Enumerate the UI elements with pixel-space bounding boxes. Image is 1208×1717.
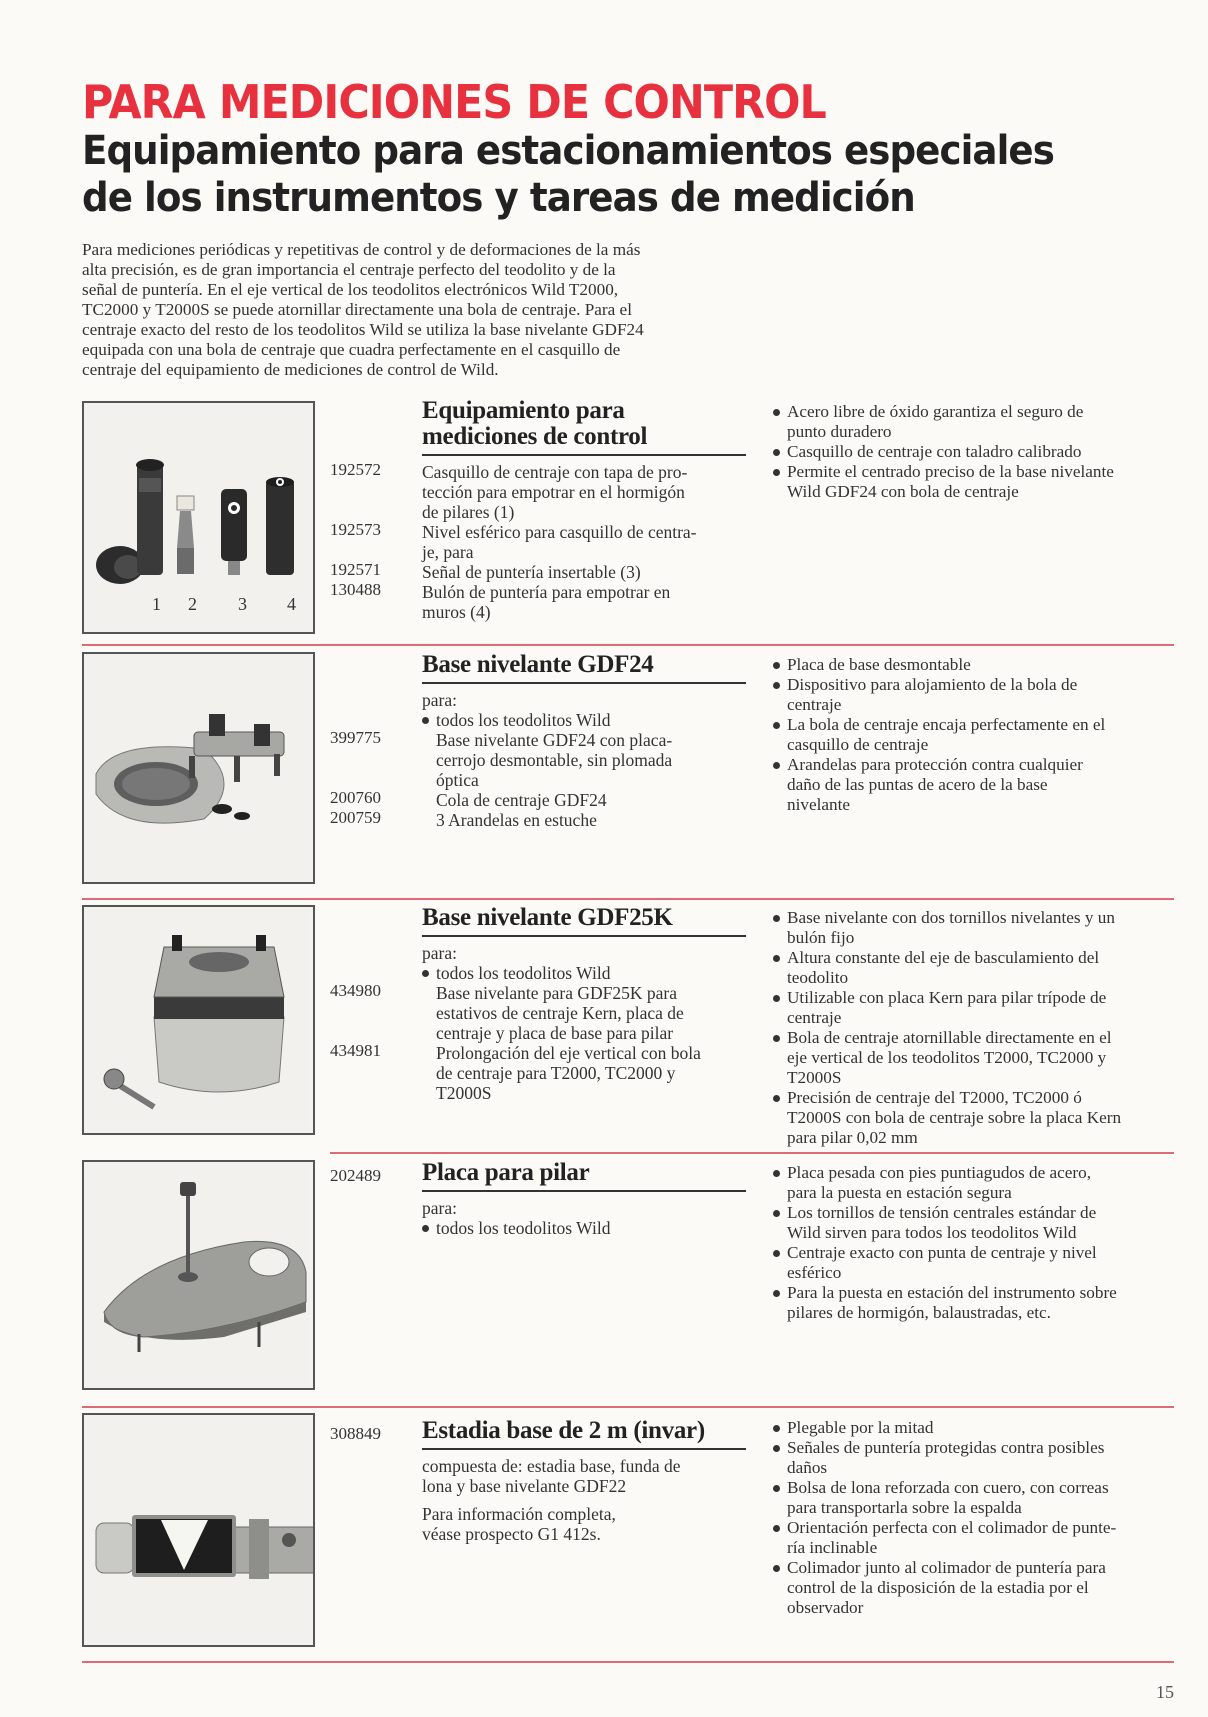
photo-label-4: 4 xyxy=(287,594,296,614)
bullet-icon xyxy=(773,1250,780,1257)
feature-item: Dispositivo para alojamiento de la bola de centraje xyxy=(773,675,1183,715)
feature-item: Orientación perfecta con el colimador de punte- ría inclinable xyxy=(773,1518,1183,1558)
feature-item: Acero libre de óxido garantiza el seguro de punto duradero xyxy=(773,402,1183,442)
control-equipment-illustration xyxy=(84,403,313,632)
photo-gdf24 xyxy=(82,652,315,884)
feature-item: Placa de base desmontable xyxy=(773,655,1183,675)
article-number: 192573 xyxy=(330,520,381,539)
feature-item: Utilizable con placa Kern para pilar trípode de centraje xyxy=(773,988,1183,1028)
section-gdf24 xyxy=(422,652,746,830)
item-description: tección para empotrar en el hormigón xyxy=(422,482,685,502)
section-divider xyxy=(82,898,1174,900)
item-description: je, para xyxy=(422,542,474,562)
bullet-icon xyxy=(773,762,780,769)
article-numbers xyxy=(330,1166,410,1186)
section-divider xyxy=(82,1406,1174,1408)
item-description: Bulón de puntería para empotrar en xyxy=(422,582,671,602)
for-label: para: xyxy=(422,690,457,710)
bullet-icon xyxy=(773,722,780,729)
bullet-icon xyxy=(773,1210,780,1217)
article-number: 192572 xyxy=(330,460,381,479)
page-number: 15 xyxy=(1156,1682,1174,1702)
feature-list xyxy=(773,1418,1183,1618)
article-number: 434981 xyxy=(330,1041,381,1060)
feature-item: Plegable por la mitad xyxy=(773,1418,1183,1438)
item-description: de centraje para T2000, TC2000 y xyxy=(436,1063,676,1083)
item-description: centraje y placa de base para pilar xyxy=(436,1023,674,1043)
article-number: 399775 xyxy=(330,728,381,747)
compatibility-item: todos los teodolitos Wild xyxy=(422,1218,746,1238)
feature-item: Precisión de centraje del T2000, TC2000 ó T2000S con bola de centraje sobre la placa Kern para pilar 0,02 mm xyxy=(773,1088,1183,1148)
bullet-icon xyxy=(773,915,780,922)
section-title-line: mediciones de control xyxy=(422,423,648,450)
item-description: de pilares (1) xyxy=(422,502,515,522)
gdf25k-illustration xyxy=(84,907,310,1133)
bullet-icon xyxy=(422,970,429,977)
bullet-icon xyxy=(773,1445,780,1452)
section-base-stadia xyxy=(422,1418,746,1544)
bullet-icon xyxy=(773,469,780,476)
pillar-plate-illustration xyxy=(84,1162,310,1388)
stadia-reference-note: Para información completa, véase prospecto G1 412s. xyxy=(422,1504,616,1544)
gdf24-illustration xyxy=(84,654,312,882)
compatibility-item: todos los teodolitos Wild xyxy=(422,710,746,730)
intro-line: Para mediciones periódicas y repetitivas de control y de deformaciones de la más xyxy=(82,240,641,259)
photo-control-equipment xyxy=(82,401,315,634)
bullet-icon xyxy=(773,1290,780,1297)
article-number: 200759 xyxy=(330,808,381,827)
bullet-icon xyxy=(773,1525,780,1532)
page-title xyxy=(82,128,1054,222)
feature-item: Colimador junto al colimador de puntería para control de la disposición de la estadia por el observador xyxy=(773,1558,1183,1618)
item-description: estativos de centraje Kern, placa de xyxy=(436,1003,684,1023)
bullet-icon xyxy=(422,717,429,724)
section-divider xyxy=(82,644,1174,646)
item-list xyxy=(422,730,746,830)
bullet-icon xyxy=(773,409,780,416)
stadia-description: compuesta de: estadia base, funda de lona y base nivelante GDF22 xyxy=(422,1456,681,1496)
item-description: Casquillo de centraje con tapa de pro- xyxy=(422,462,688,482)
bullet-icon xyxy=(773,955,780,962)
item-description: Base nivelante para GDF25K para xyxy=(436,983,678,1003)
base-stadia-illustration xyxy=(84,1415,314,1645)
photo-label-1: 1 xyxy=(152,594,161,614)
section-title: Base nivelante GDF24 xyxy=(422,652,746,684)
intro-line: alta precisión, es de gran importancia el centraje perfecto del teodolito y de la xyxy=(82,260,616,279)
intro-line: equipada con una bola de centraje que cuadra perfectamente en el casquillo de xyxy=(82,340,621,359)
feature-list xyxy=(773,1163,1183,1323)
photo-label-2: 2 xyxy=(188,594,197,614)
item-description: cerrojo desmontable, sin plomada xyxy=(436,750,673,770)
photo-gdf25k xyxy=(82,905,315,1135)
bullet-icon xyxy=(773,662,780,669)
feature-item: Los tornillos de tensión centrales estándar de Wild sirven para todos los teodolitos Wild xyxy=(773,1203,1183,1243)
for-label: para: xyxy=(422,1198,457,1218)
intro-line: señal de puntería. En el eje vertical de los teodolitos electrónicos Wild T2000, xyxy=(82,280,619,299)
section-divider xyxy=(82,1661,1174,1663)
section-title: Base nivelante GDF25K xyxy=(422,905,746,937)
item-description: Prolongación del eje vertical con bola xyxy=(436,1043,701,1063)
article-number: 200760 xyxy=(330,788,381,807)
bullet-icon xyxy=(773,995,780,1002)
article-number: 308849 xyxy=(330,1424,381,1443)
item-description: Base nivelante GDF24 con placa- xyxy=(436,730,673,750)
feature-item: Para la puesta en estación del instrumento sobre pilares de hormigón, balaustradas, etc. xyxy=(773,1283,1183,1323)
feature-item: Placa pesada con pies puntiagudos de acero, para la puesta en estación segura xyxy=(773,1163,1183,1203)
photo-base-stadia xyxy=(82,1413,315,1647)
bullet-icon xyxy=(773,1035,780,1042)
item-description: T2000S xyxy=(436,1083,492,1103)
article-number: 202489 xyxy=(330,1166,381,1185)
bullet-icon xyxy=(422,1225,429,1232)
section-gdf25k xyxy=(422,905,746,1103)
article-number: 434980 xyxy=(330,981,381,1000)
bullet-icon xyxy=(773,1565,780,1572)
section-control-equipment xyxy=(422,398,746,622)
feature-item: Centraje exacto con punta de centraje y nivel esférico xyxy=(773,1243,1183,1283)
intro-line: centraje del equipamiento de mediciones de control de Wild. xyxy=(82,360,499,379)
feature-item: Casquillo de centraje con taladro calibrado xyxy=(773,442,1183,462)
for-label: para: xyxy=(422,943,457,963)
feature-item: Base nivelante con dos tornillos nivelantes y un bulón fijo xyxy=(773,908,1183,948)
section-divider xyxy=(330,1152,1174,1154)
article-number: 130488 xyxy=(330,580,381,599)
feature-item: Bola de centraje atornillable directamente en el eje vertical de los teodolitos T2000, TC2000 y T2000S xyxy=(773,1028,1183,1088)
bullet-icon xyxy=(773,1095,780,1102)
photo-label-3: 3 xyxy=(238,594,247,614)
feature-item: Señales de puntería protegidas contra posibles daños xyxy=(773,1438,1183,1478)
item-description: Nivel esférico para casquillo de centra- xyxy=(422,522,697,542)
bullet-icon xyxy=(773,1425,780,1432)
feature-item: Arandelas para protección contra cualquier daño de las puntas de acero de la base nivelante xyxy=(773,755,1183,815)
feature-item: La bola de centraje encaja perfectamente en el casquillo de centraje xyxy=(773,715,1183,755)
article-numbers xyxy=(330,981,410,1061)
section-title-line: Equipamiento para xyxy=(422,397,625,424)
item-list xyxy=(422,983,746,1103)
item-description: óptica xyxy=(436,770,479,790)
feature-list xyxy=(773,402,1183,502)
section-title: Placa para pilar xyxy=(422,1160,746,1192)
section-kicker: PARA MEDICIONES DE CONTROL xyxy=(82,75,826,129)
section-pillar-plate xyxy=(422,1160,746,1238)
article-numbers xyxy=(330,460,410,600)
page-title-line-2: de los instrumentos y tareas de medición xyxy=(82,175,915,221)
intro-line: centraje exacto del resto de los teodolitos Wild se utiliza la base nivelante GDF24 xyxy=(82,320,644,339)
feature-item: Permite el centrado preciso de la base nivelante Wild GDF24 con bola de centraje xyxy=(773,462,1183,502)
feature-list xyxy=(773,655,1183,815)
feature-item: Bolsa de lona reforzada con cuero, con correas para transportarla sobre la espalda xyxy=(773,1478,1183,1518)
item-description: Señal de puntería insertable (3) xyxy=(422,562,641,582)
intro-line: TC2000 y T2000S se puede atornillar directamente una bola de centraje. Para el xyxy=(82,300,632,319)
bullet-icon xyxy=(773,449,780,456)
feature-list xyxy=(773,908,1183,1148)
article-numbers xyxy=(330,728,410,828)
bullet-icon xyxy=(773,1170,780,1177)
photo-pillar-plate xyxy=(82,1160,315,1390)
intro-paragraph xyxy=(82,240,742,380)
item-description: muros (4) xyxy=(422,602,491,622)
feature-item: Altura constante del eje de basculamiento del teodolito xyxy=(773,948,1183,988)
bullet-icon xyxy=(773,682,780,689)
compatibility-item: todos los teodolitos Wild xyxy=(422,963,746,983)
item-list xyxy=(422,462,746,622)
section-title: Estadia base de 2 m (invar) xyxy=(422,1418,746,1450)
article-numbers xyxy=(330,1424,410,1444)
page-title-line-1: Equipamiento para estacionamientos especiales xyxy=(82,128,1054,174)
article-number: 192571 xyxy=(330,560,381,579)
item-description: Cola de centraje GDF24 xyxy=(436,790,607,810)
section-title xyxy=(422,398,746,456)
bullet-icon xyxy=(773,1485,780,1492)
item-description: 3 Arandelas en estuche xyxy=(436,810,597,830)
